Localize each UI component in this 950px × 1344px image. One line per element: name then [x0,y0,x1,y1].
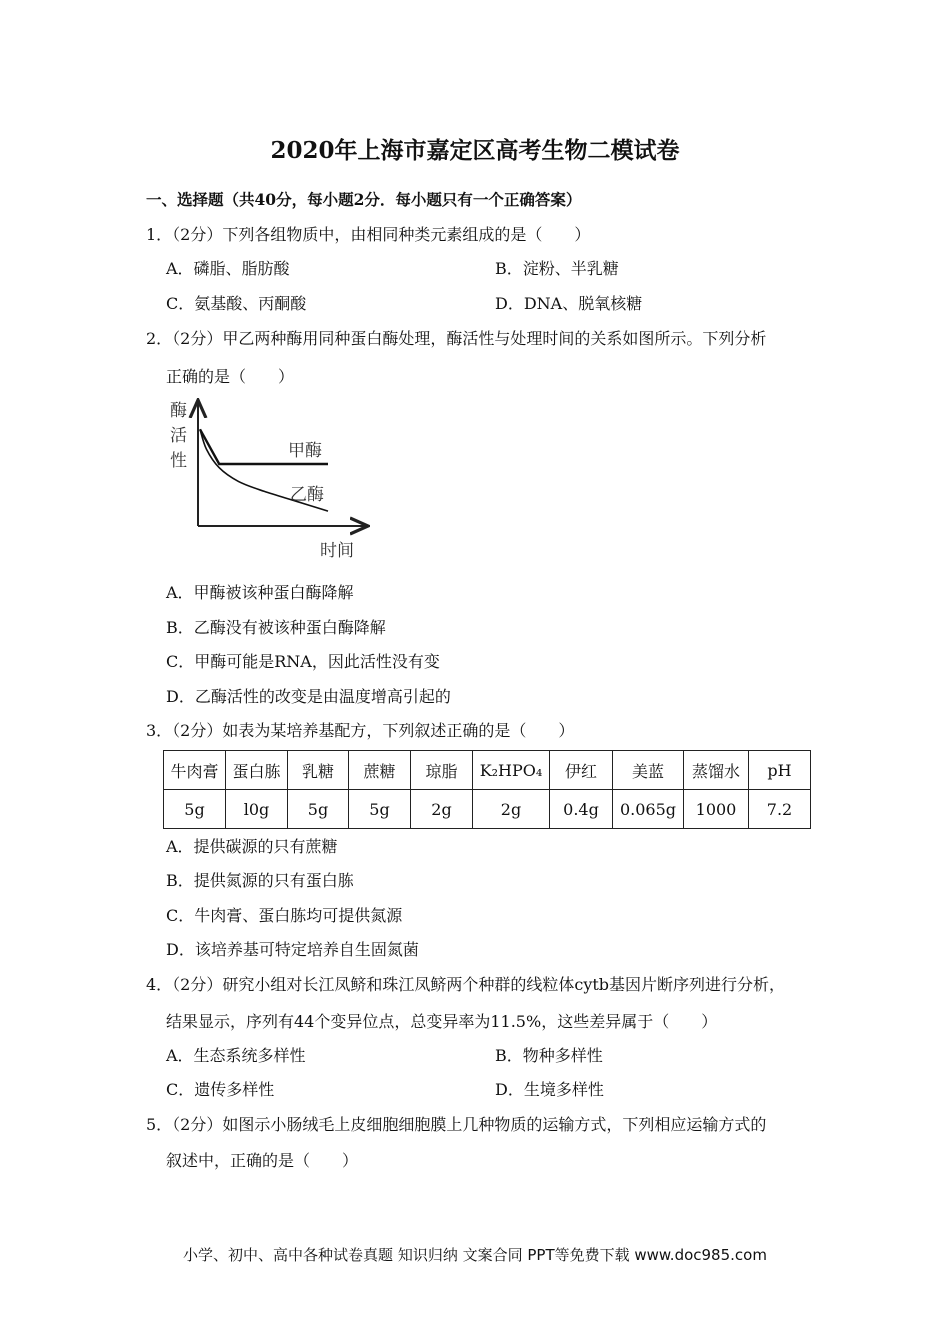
table-header-cell: pH [749,751,811,790]
question-2-option-d: D．乙酶活性的改变是由温度增高引起的 [166,687,451,706]
question-3-option-a: A．提供碳源的只有蔗糖 [166,837,338,856]
page-title: 2020年上海市嘉定区高考生物二模试卷 [270,137,680,164]
table-cell: l0g [226,790,288,829]
culture-medium-table [163,750,811,829]
question-2-option-b: B．乙酶没有被该种蛋白酶降解 [166,618,386,637]
table-cell: 5g [164,790,226,829]
table-cell: 5g [288,790,349,829]
question-3-option-c: C．牛肉膏、蛋白胨均可提供氮源 [166,906,403,925]
table-cell: 2g [411,790,473,829]
series-enzyme-jia-label: 甲酶 [288,441,322,461]
question-2-option-c: C．甲酶可能是RNA，因此活性没有变 [166,652,440,671]
table-header-cell: 乳糖 [288,751,349,790]
y-axis-label-char-3: 性 [170,451,187,471]
question-4-option-b: B．物种多样性 [495,1046,603,1065]
question-5-stem-line2: 叙述中，正确的是（ ） [166,1151,359,1170]
x-axis-label: 时间 [320,541,354,561]
table-row [164,790,811,829]
table-header-cell: 蒸馏水 [684,751,749,790]
question-2-option-a: A．甲酶被该种蛋白酶降解 [166,583,354,602]
table-header-row [164,751,811,790]
y-axis-label-char-2: 活 [170,426,187,446]
question-4-stem-line1: 4．（2分）研究小组对长江凤鲚和珠江凤鲚两个种群的线粒体cytb基因片断序列进行分析， [146,975,786,994]
question-5-stem-line1: 5．（2分）如图示小肠绒毛上皮细胞细胞膜上几种物质的运输方式，下列相应运输方式的 [146,1115,767,1134]
table-cell: 0.4g [550,790,613,829]
table-cell: 5g [349,790,411,829]
table-header-cell: 牛肉膏 [164,751,226,790]
question-1-stem: 1．（2分）下列各组物质中，由相同种类元素组成的是（ ） [146,225,591,244]
table-cell: 7.2 [749,790,811,829]
question-4-stem-line2: 结果显示，序列有44个变异位点，总变异率为11.5%，这些差异属于（ ） [166,1012,718,1031]
table-cell: 1000 [684,790,749,829]
question-3-option-b: B．提供氮源的只有蛋白胨 [166,871,354,890]
page-footer: 小学、初中、高中各种试卷真题 知识归纳 文案合同 PPT等免费下载 www.doc985.com [183,1246,767,1264]
question-4-option-a: A．生态系统多样性 [166,1046,306,1065]
table-header-cell: 伊红 [550,751,613,790]
table-header-cell: 美蓝 [613,751,684,790]
table-header-cell: 蛋白胨 [226,751,288,790]
section-header: 一、选择题（共40分，每小题2分．每小题只有一个正确答案） [146,190,582,209]
table-cell: 2g [473,790,550,829]
question-2-stem-line2: 正确的是（ ） [166,367,295,386]
question-1-option-c: C．氨基酸、丙酮酸 [166,294,307,313]
table-header-cell: 琼脂 [411,751,473,790]
y-axis-label-char-1: 酶 [170,401,187,421]
question-2-stem-line1: 2．（2分）甲乙两种酶用同种蛋白酶处理，酶活性与处理时间的关系如图所示。下列分析 [146,329,767,348]
table-cell: 0.065g [613,790,684,829]
enzyme-activity-chart [160,394,380,564]
question-4-option-d: D．生境多样性 [495,1080,604,1099]
table-header-cell: K₂HPO₄ [473,751,550,790]
question-1-option-d: D．DNA、脱氧核糖 [495,294,643,313]
series-enzyme-yi-label: 乙酶 [290,485,324,505]
question-3-option-d: D．该培养基可特定培养自生固氮菌 [166,940,419,959]
question-1-option-a: A．磷脂、脂肪酸 [166,259,290,278]
table-header-cell: 蔗糖 [349,751,411,790]
question-4-option-c: C．遗传多样性 [166,1080,275,1099]
question-3-stem: 3．（2分）如表为某培养基配方，下列叙述正确的是（ ） [146,721,575,740]
question-1-option-b: B．淀粉、半乳糖 [495,259,619,278]
